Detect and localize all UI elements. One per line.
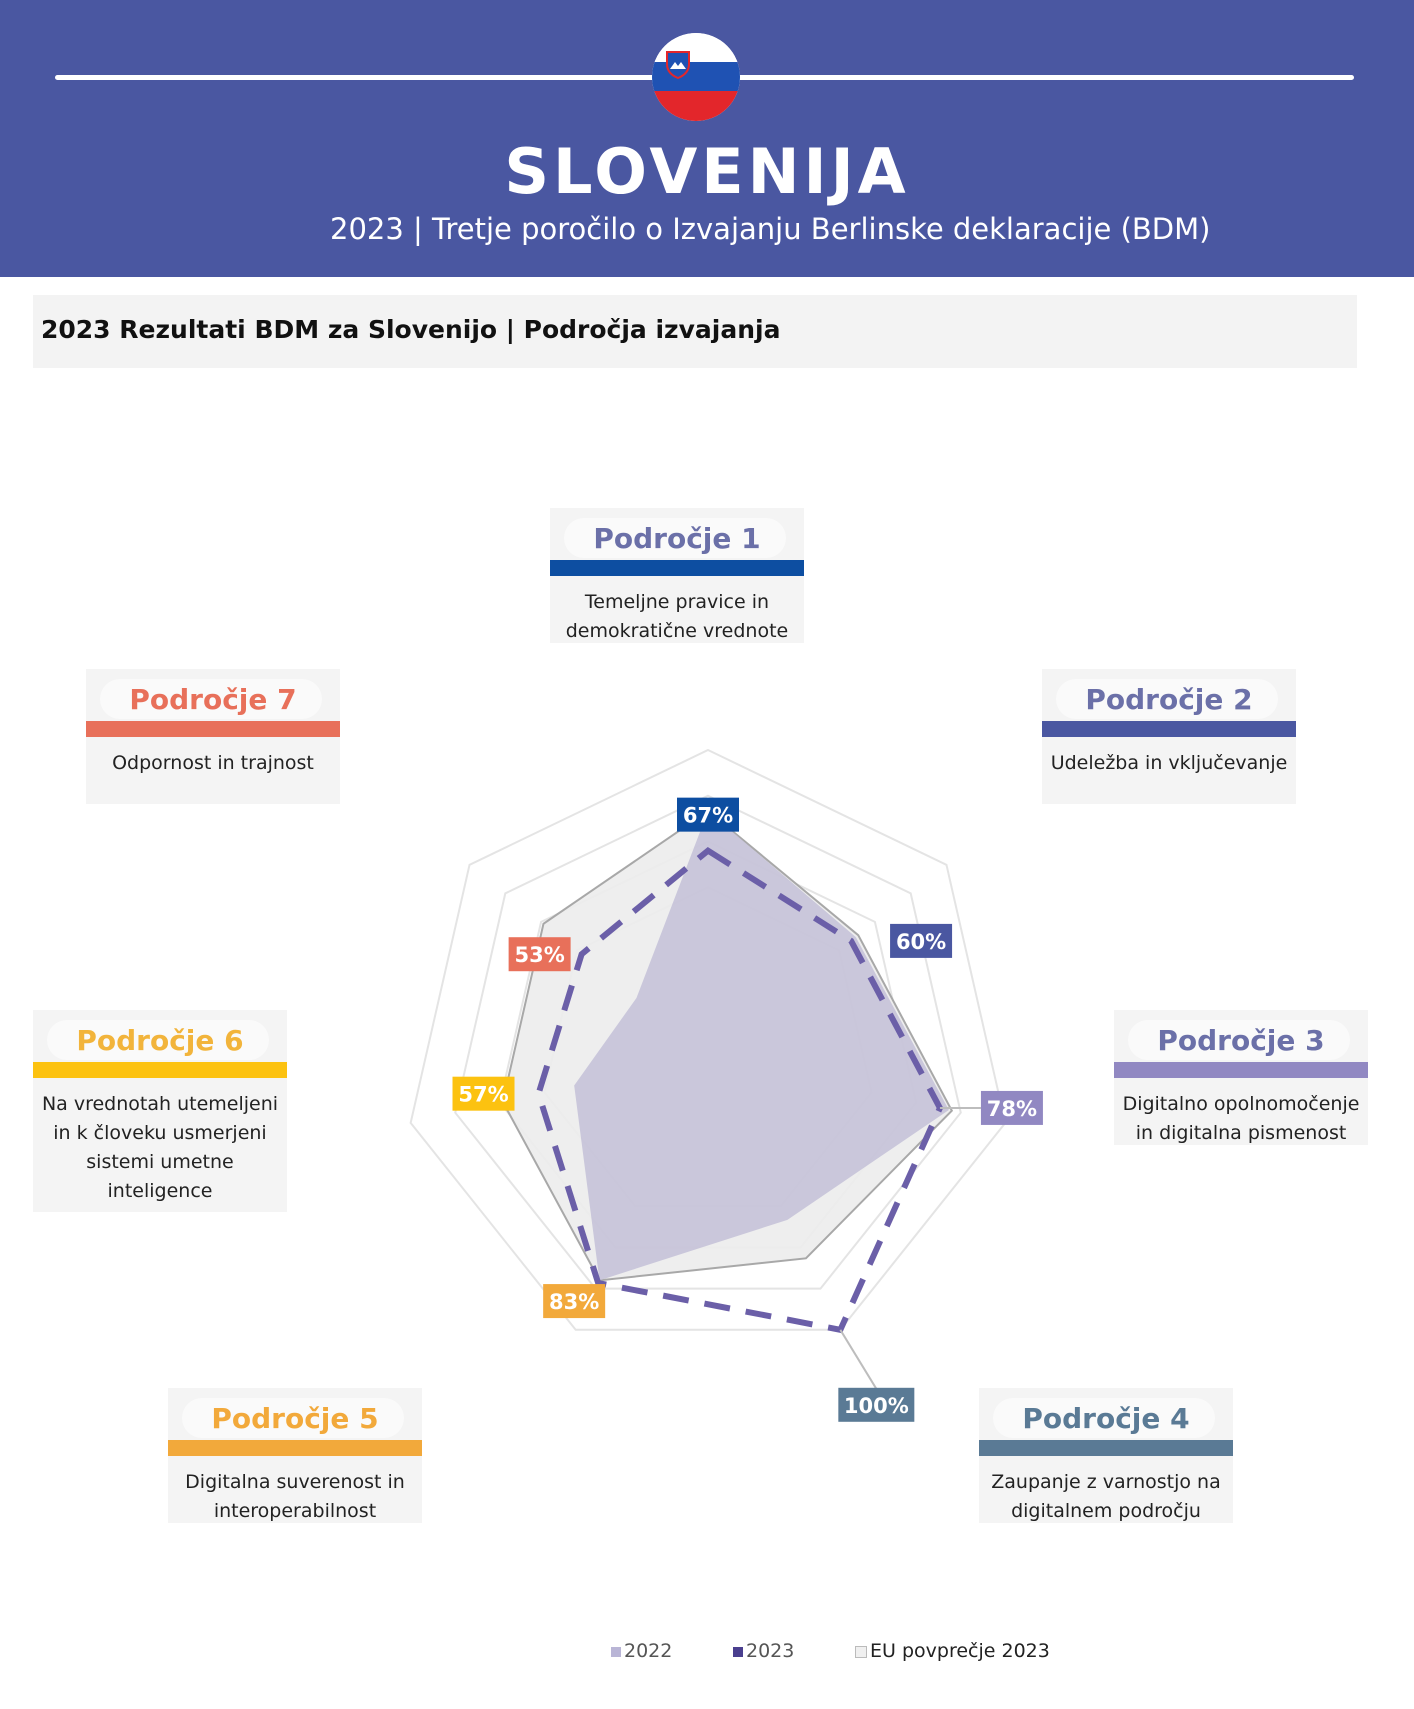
area-card-7 <box>86 669 340 804</box>
area-description-line: Digitalno opolnomočenje <box>1122 1093 1360 1115</box>
area-description-line: inteligence <box>107 1180 213 1202</box>
results-heading: 2023 Rezultati BDM za Slovenijo | Področja izvajanja <box>41 315 781 344</box>
area-description-line: sistemi umetne <box>86 1151 234 1173</box>
area-description <box>92 749 334 778</box>
legend-label-2023: 2023 <box>746 1640 795 1662</box>
area-description-line: Na vrednotah utemeljeni <box>41 1093 279 1115</box>
area-description <box>39 1090 281 1206</box>
area-title: Področje 5 <box>211 1402 379 1435</box>
value-label: 57% <box>458 1082 509 1107</box>
area-description <box>1048 749 1290 778</box>
value-label: 78% <box>986 1096 1038 1121</box>
area-card-1 <box>550 508 804 643</box>
area-description <box>1120 1090 1362 1148</box>
area-description-line: Zaupanje z varnostjo na <box>991 1471 1221 1493</box>
area-color-bar <box>979 1440 1233 1456</box>
area-title: Področje 4 <box>1022 1402 1190 1435</box>
area-card-5 <box>168 1388 422 1523</box>
area-description-line: Odpornost in trajnost <box>112 752 314 774</box>
area-description <box>174 1468 416 1526</box>
area-description-line: Udeležba in vključevanje <box>1050 752 1288 774</box>
country-name: SLOVENIJA <box>504 135 910 208</box>
area-title: Področje 6 <box>76 1024 244 1057</box>
legend-swatch-2023 <box>733 1647 743 1657</box>
report-title: 2023 | Tretje poročilo o Izvajanju Berlinske deklaracije (BDM) <box>330 212 1211 246</box>
area-card-3 <box>1114 1010 1368 1145</box>
area-color-bar <box>168 1440 422 1456</box>
area-description-line: demokratične vrednote <box>565 620 789 642</box>
value-label: 53% <box>514 943 565 968</box>
value-label-leader <box>840 1330 876 1389</box>
area-description-line: Digitalna suverenost in <box>185 1471 405 1493</box>
area-card-4 <box>979 1388 1233 1523</box>
area-description-line: digitalnem področju <box>1011 1500 1201 1522</box>
area-description-line: in k človeku usmerjeni <box>53 1122 267 1144</box>
area-title: Področje 3 <box>1157 1024 1325 1057</box>
legend-eu-average <box>855 1640 1050 1662</box>
area-title: Področje 7 <box>129 683 297 716</box>
area-title: Področje 2 <box>1085 683 1253 716</box>
area-card-6 <box>33 1010 287 1212</box>
legend-2022 <box>611 1640 672 1662</box>
area-title: Področje 1 <box>593 522 761 555</box>
area-card-2 <box>1042 669 1296 804</box>
value-label: 100% <box>843 1393 909 1418</box>
area-color-bar <box>550 560 804 576</box>
value-label: 60% <box>895 929 947 954</box>
legend-label-2022: 2022 <box>624 1640 673 1662</box>
area-color-bar <box>1042 721 1296 737</box>
area-color-bar <box>86 721 340 737</box>
legend-2023 <box>733 1640 794 1662</box>
area-description-line: interoperabilnost <box>213 1500 377 1522</box>
area-color-bar <box>1114 1062 1368 1078</box>
legend-label-eu: EU povprečje 2023 <box>870 1640 1050 1662</box>
legend-swatch-2022 <box>611 1647 621 1657</box>
area-description <box>985 1468 1227 1526</box>
area-color-bar <box>33 1062 287 1078</box>
area-description-line: Temeljne pravice in <box>584 591 770 613</box>
value-label: 67% <box>682 803 734 828</box>
value-label: 83% <box>549 1290 600 1315</box>
legend-swatch-eu <box>855 1646 867 1658</box>
area-description-line: in digitalna pismenost <box>1135 1122 1347 1144</box>
area-description <box>556 588 798 646</box>
